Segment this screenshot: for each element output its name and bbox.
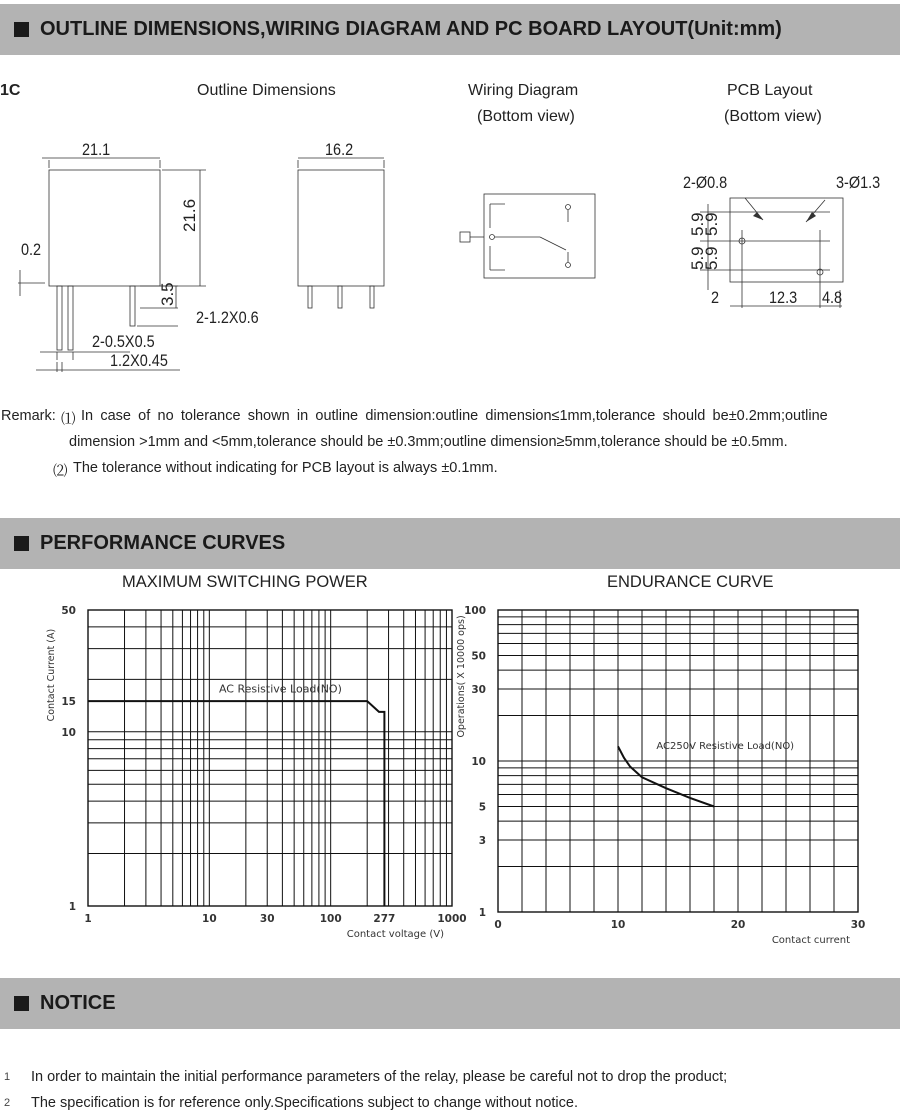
x-tick-label: 10 xyxy=(202,913,217,925)
remark-1-line-1: In case of no tolerance shown in outline dimension:outline dimension≤1mm,tolerance should be±0.2mm;outline xyxy=(81,408,828,424)
y-tick-label: 1 xyxy=(68,901,76,913)
remark-2-line: The tolerance without indicating for PCB layout is always ±0.1mm. xyxy=(73,460,498,476)
x-axis-label: Contact current xyxy=(771,935,850,946)
x-tick-label: 0 xyxy=(494,919,502,931)
x-tick-label: 1000 xyxy=(437,913,467,925)
x-tick-label: 20 xyxy=(730,919,746,931)
pcb-dim-v3: 5.9 xyxy=(688,246,707,270)
notice-1-text: In order to maintain the initial performance parameters of the relay, please be careful not to drop the product; xyxy=(31,1069,728,1085)
pcb-dim-h2: 12.3 xyxy=(769,288,798,307)
x-tick-label: 277 xyxy=(373,913,396,925)
y-tick-label: 100 xyxy=(464,605,486,617)
y-tick-label: 10 xyxy=(61,726,76,739)
x-tick-label: 30 xyxy=(850,919,866,931)
pcb-layout-title: PCB Layout xyxy=(727,82,813,99)
section-header-performance xyxy=(0,518,900,569)
x-tick-label: 30 xyxy=(259,913,275,925)
notice-2-number: 2 xyxy=(4,1097,11,1109)
outline-dimensions-title: Outline Dimensions xyxy=(197,82,336,99)
dim-width: 21.1 xyxy=(82,140,111,159)
relay-front-outline xyxy=(49,170,160,286)
y-axis-label: Operations( X 10000 ops) xyxy=(456,615,467,738)
model-label: 1C xyxy=(0,82,21,99)
y-tick-label: 15 xyxy=(61,696,76,709)
wiring-box xyxy=(484,194,595,278)
pcb-dim-v1: 5.9 xyxy=(688,212,707,236)
y-tick-label: 3 xyxy=(478,834,486,847)
y-tick-label: 30 xyxy=(471,683,486,696)
pcb-layout-subtitle: (Bottom view) xyxy=(724,108,822,125)
wiring-diagram-subtitle: (Bottom view) xyxy=(477,108,575,125)
remark-1-line-2: dimension >1mm and <5mm,tolerance should be ±0.3mm;outline dimension≥5mm,tolerance should be ±0.5mm. xyxy=(69,434,788,450)
x-axis-label: Contact voltage (V) xyxy=(346,929,444,940)
section-title: OUTLINE DIMENSIONS,WIRING DIAGRAM AND PC BOARD LAYOUT(Unit:mm) xyxy=(40,18,782,40)
pcb-hole-small: 2-Ø0.8 xyxy=(683,173,728,192)
remark-label: Remark: xyxy=(1,408,56,424)
y-tick-label: 50 xyxy=(61,605,76,617)
y-tick-label: 5 xyxy=(478,801,486,814)
pcb-dim-h1: 2 xyxy=(711,288,720,307)
remark-2-number: ⑵ xyxy=(53,464,68,480)
notice-2-text: The specification is for reference only.Specifications subject to change without notice. xyxy=(31,1095,578,1111)
y-tick-label: 50 xyxy=(471,650,486,663)
endurance-curve-chart xyxy=(455,595,895,955)
annotation-label: AC250V Resistive Load(NO) xyxy=(656,741,795,753)
section-title: PERFORMANCE CURVES xyxy=(40,532,286,554)
remark-1-number: ⑴ xyxy=(61,412,76,428)
chart-1-title: MAXIMUM SWITCHING POWER xyxy=(122,573,368,591)
y-axis-label: Contact Current (A) xyxy=(46,628,57,722)
pcb-dim-v2: 5.9 xyxy=(702,212,721,236)
dim-pin-length: 3.5 xyxy=(158,282,177,306)
square-bullet-icon xyxy=(14,536,29,551)
pcb-box xyxy=(730,198,843,282)
plot-frame xyxy=(88,610,452,906)
chart-2-title: ENDURANCE CURVE xyxy=(607,573,774,591)
dim-pin-size-c: 1.2X0.45 xyxy=(110,351,168,370)
x-tick-label: 1 xyxy=(84,913,92,925)
wiring-diagram-title: Wiring Diagram xyxy=(468,82,579,99)
dim-base: 0.2 xyxy=(21,240,42,259)
relay-side-outline xyxy=(298,170,384,286)
y-tick-label: 1 xyxy=(478,907,486,919)
dim-depth: 16.2 xyxy=(325,140,354,159)
pcb-dim-v4: 5.9 xyxy=(702,246,721,270)
x-tick-label: 100 xyxy=(319,913,342,925)
section-title: NOTICE xyxy=(40,992,116,1014)
dim-height: 21.6 xyxy=(180,198,199,232)
x-tick-label: 10 xyxy=(610,919,626,931)
dim-pin-size-a: 2-1.2X0.6 xyxy=(196,308,259,327)
dim-pin-size-b: 2-0.5X0.5 xyxy=(92,332,155,351)
pcb-dim-h3: 4.8 xyxy=(822,288,843,307)
notice-1-number: 1 xyxy=(4,1071,11,1083)
annotation-label: AC Resistive Load(NO) xyxy=(218,682,342,696)
pcb-hole-large: 3-Ø1.3 xyxy=(836,173,881,192)
section-header-notice xyxy=(0,978,900,1029)
square-bullet-icon xyxy=(14,996,29,1011)
outline-drawings xyxy=(0,0,900,380)
y-tick-label: 10 xyxy=(471,756,486,768)
